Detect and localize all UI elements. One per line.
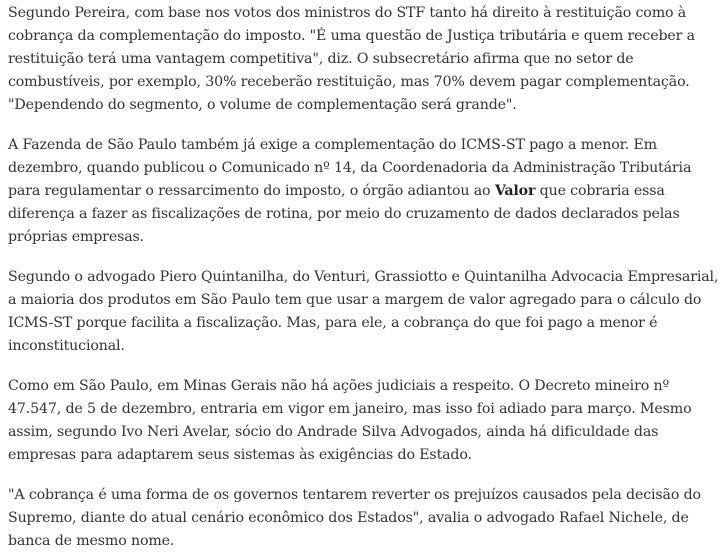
paragraph-2-text-start: A Fazenda de São Paulo também já exige a complementação do ICMS-ST pago a menor. Em dezembro, quando publicou o Comunicado nº 14, da Coordenadoria da Administração Tributária para regulamentar o ressarcimento do imposto, o órgão adiantou ao — [8, 137, 692, 199]
paragraph-1-text: Segundo Pereira, com base nos votos dos ministros do STF tanto há direito à restituição como à cobrança da complementação do imposto. "É uma questão de Justiça tributária e quem receber a restituição terá uma vantagem competitiva", diz. O subsecretário afirma que no setor de combustíveis, por exemplo, 30% receberão restituição, mas 70% devem pagar complementação. "Dependendo do segmento, o volume de complementação será grande". — [8, 5, 695, 113]
paragraph-4 — [8, 375, 721, 467]
paragraph-4-text: Como em São Paulo, em Minas Gerais não há ações judiciais a respeito. O Decreto mineiro nº 47.547, de 5 de dezembro, entraria em vigor em janeiro, mas isso foi adiado para março. Mesmo assim, segundo Ivo Neri Avelar, sócio do Andrade Silva Advogados, ainda há dificuldade das empresas para adaptarem seus sistemas às exigências do Estado. — [8, 378, 692, 463]
paragraph-1 — [8, 2, 721, 117]
paragraph-2 — [8, 134, 721, 249]
paragraph-5-text: "A cobrança é uma forma de os governos tentarem reverter os prejuízos causados pela decisão do Supremo, diante do atual cenário econômico dos Estados", avalia o advogado Rafael Nichele, de banca de mesmo nome. — [8, 487, 701, 549]
paragraph-5 — [8, 484, 721, 553]
paragraph-3 — [8, 266, 721, 358]
paragraph-3-text: Segundo o advogado Piero Quintanilha, do Venturi, Grassiotto e Quintanilha Advocacia Empresarial, a maioria dos produtos em São Paulo tem que usar a margem de valor agregado para o cálculo do ICMS-ST porque facilita a fiscalização. Mas, para ele, a cobrança do que foi pago a menor é inconstitucional. — [8, 269, 719, 354]
valor-publication-name: Valor — [494, 183, 536, 199]
paragraph-2-text-end: que cobraria essa diferença a fazer as fiscalizações de rotina, por meio do cruzamento de dados declarados pelas próprias empresas. — [8, 183, 680, 245]
